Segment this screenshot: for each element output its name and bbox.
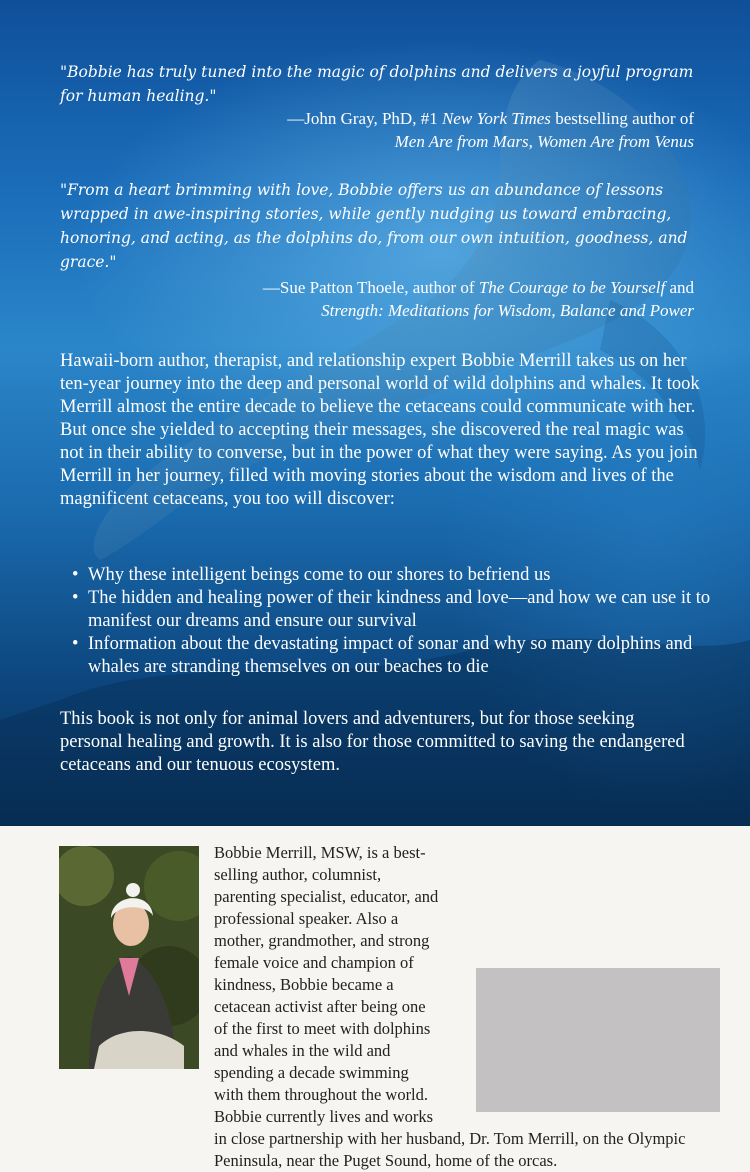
quote-1-text: "Bobbie has truly tuned into the magic of dolphins and delivers a joyful program for human healing."	[60, 63, 694, 105]
barcode-placeholder	[476, 968, 720, 1112]
quote-2-attribution	[54, 276, 694, 322]
quote-2-book-title-1: The Courage to be Yourself	[478, 278, 666, 297]
author-photo-illustration	[59, 846, 199, 1069]
author-section	[0, 826, 750, 1170]
list-item: • Information about the devastating impact of sonar and why so many dolphins and whales are stranding themselves on our beaches to die	[72, 633, 712, 679]
quote-2-book-title-2: Strength: Meditations for Wisdom, Balance and Power	[321, 301, 694, 320]
discover-list	[72, 564, 712, 679]
quote-1-author: —John Gray, PhD, #1	[287, 109, 442, 128]
book-description: Hawaii-born author, therapist, and relationship expert Bobbie Merrill takes us on her ten-year journey into the deep and personal world of wild dolphins and whales. It took Merrill almost the entire decade to believe the cetaceans could communicate with her. But once she yielded to accepting their messages, she discovered the real magic was not in their ability to converse, but in the power of what they were saying. As you join Merrill in her journey, filled with moving stories about the wisdom and lives of the magnificent cetaceans, you too will discover:	[60, 351, 700, 509]
list-item: • Why these intelligent beings come to our shores to befriend us	[72, 564, 712, 587]
quote-1-book-title: Men Are from Mars, Women Are from Venus	[394, 132, 694, 151]
author-photo	[59, 846, 199, 1069]
quote-2-author-suffix: and	[665, 278, 694, 297]
closing-paragraph: This book is not only for animal lovers and adventurers, but for those seeking personal healing and growth. It is also for those committed to saving the endangered cetaceans and our tenuous ecosystem.	[60, 709, 685, 775]
list-item: • The hidden and healing power of their kindness and love—and how we can use it to manifest our dreams and ensure our survival	[72, 587, 712, 633]
quote-2-author: —Sue Patton Thoele, author of	[262, 278, 479, 297]
quote-2-text: "From a heart brimming with love, Bobbie offers us an abundance of lessons wrapped in awe-inspiring stories, while gently nudging us toward embracing, honoring, and acting, as the dolphins do, from our own intuition, goodness, and grace."	[60, 181, 688, 271]
quote-1-author-suffix: bestselling author of	[550, 109, 694, 128]
quote-1-attribution	[54, 107, 694, 153]
quote-1-publication: New York Times	[441, 109, 551, 128]
author-bio-text: Bobbie Merrill, MSW, is a best-selling author, columnist, parenting specialist, educator, and professional speaker. Also a mother, grandmother, and strong female voice and champion of kindness, Bobbie became a cetacean activist after being one of the first to meet with dolphins and whales in the wild and spending a decade swimming with them throughout the world. Bobbie currently lives and works in close partnership with her husband, Dr. Tom Merrill, on the Olympic Peninsula, near the Puget Sound, home of the orcas.	[214, 843, 686, 1170]
